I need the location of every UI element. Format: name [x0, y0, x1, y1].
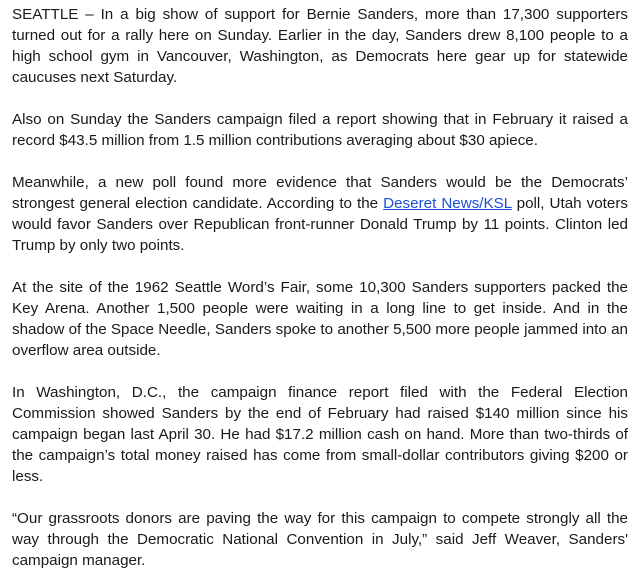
- paragraph-poll: [12, 172, 628, 256]
- paragraph-rally: SEATTLE – In a big show of support for Bernie Sanders, more than 17,300 supporters turned out for a rally here on Sunday. Earlier in the day, Sanders drew 8,100 people to a high school gym in Vancouver, Washington, as Democrats here gear up for statewide caucuses next Saturday.: [12, 6, 628, 86]
- paragraph-fundraising: Also on Sunday the Sanders campaign filed a report showing that in February it raised a record $43.5 million from 1.5 million contributions averaging about $30 apiece.: [12, 111, 628, 149]
- paragraph-finance-report: In Washington, D.C., the campaign finance report filed with the Federal Election Commission showed Sanders by the end of February had raised $140 million since his campaign began last April 30. He had $17.2 million cash on hand. More than two-thirds of the campaign’s total money raised has come from small-dollar contributors giving $200 or less.: [12, 384, 628, 485]
- paragraph-poll-text-after: poll, Utah voters would favor Sanders over Republican front-runner Donald Trump by 11 points. Clinton led Trump by only two points.: [12, 195, 628, 254]
- deseret-news-ksl-link[interactable]: Deseret News/KSL: [383, 195, 512, 212]
- paragraph-poll-text-before: Meanwhile, a new poll found more evidence that Sanders would be the Democrats’ strongest general election candidate. According to the: [12, 174, 628, 212]
- paragraph-quote: “Our grassroots donors are paving the way for this campaign to compete strongly all the way through the Democratic National Convention in July,” said Jeff Weaver, Sanders' campaign manager.: [12, 510, 628, 569]
- paragraph-key-arena: At the site of the 1962 Seattle Word’s Fair, some 10,300 Sanders supporters packed the Key Arena. Another 1,500 people were waiting in a long line to get inside. And in the shadow of the Space Needle, Sanders spoke to another 5,500 more people jammed into an overflow area outside.: [12, 279, 628, 359]
